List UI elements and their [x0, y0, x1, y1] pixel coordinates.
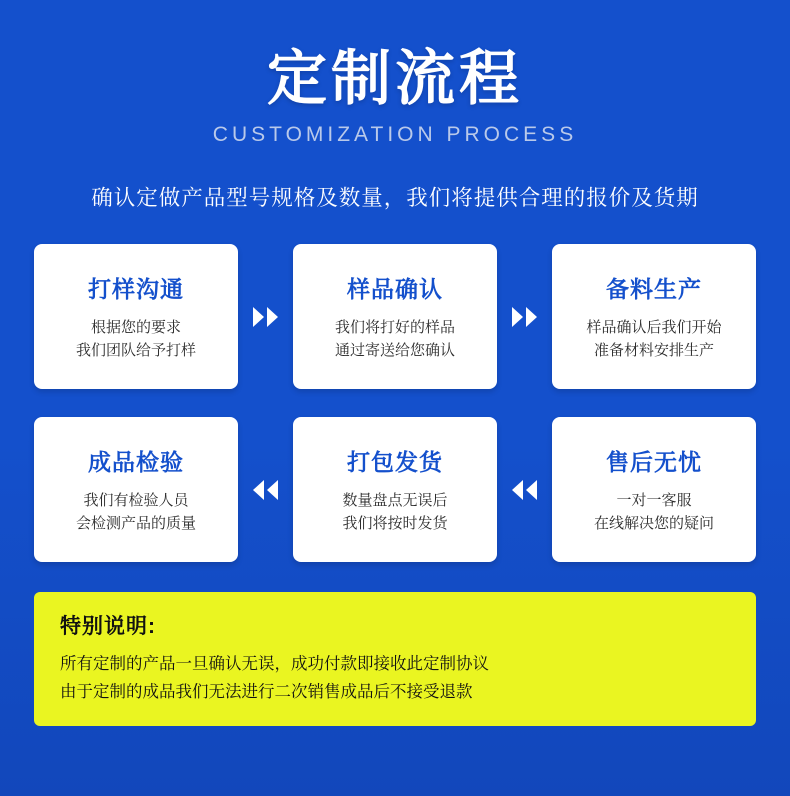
step-title: 售后无忧 — [606, 448, 702, 475]
chevron-left-icon — [253, 480, 264, 500]
process-grid — [34, 244, 756, 562]
process-step-5 — [293, 417, 497, 562]
step-title: 样品确认 — [347, 275, 443, 302]
chevron-right-icon — [526, 307, 537, 327]
chevron-right-icon — [267, 307, 278, 327]
step-line: 一对一客服 — [616, 491, 692, 509]
process-step-4 — [34, 417, 238, 562]
step-title: 备料生产 — [606, 275, 702, 302]
step-line: 根据您的要求 — [90, 318, 181, 336]
note-title: 特别说明: — [60, 615, 156, 638]
arrow-right-icon-1 — [243, 307, 289, 327]
step-line: 数量盘点无误后 — [342, 491, 448, 509]
arrow-right-icon-2 — [502, 307, 548, 327]
step-line: 我们有检验人员 — [83, 491, 189, 509]
process-step-2 — [293, 244, 497, 389]
step-line: 准备材料安排生产 — [593, 342, 714, 359]
chevron-left-icon — [526, 480, 537, 500]
step-title: 打包发货 — [347, 448, 443, 475]
step-line: 通过寄送给您确认 — [334, 342, 455, 359]
process-step-1 — [34, 244, 238, 389]
chevron-left-icon — [267, 480, 278, 500]
step-line: 会检测产品的质量 — [75, 515, 196, 532]
chevron-right-icon — [512, 307, 523, 327]
step-title: 成品检验 — [88, 448, 184, 475]
step-line: 我们将打好的样品 — [334, 318, 455, 336]
note-line: 由于定制的成品我们无法进行二次销售成品后不接受退款 — [60, 683, 473, 702]
step-line: 样品确认后我们开始 — [586, 318, 722, 336]
step-title: 打样沟通 — [88, 275, 184, 302]
chevron-right-icon — [253, 307, 264, 327]
process-step-3 — [552, 244, 756, 389]
chevron-left-icon — [512, 480, 523, 500]
page-header — [0, 0, 790, 147]
step-line: 在线解决您的疑问 — [593, 515, 714, 532]
intro-text: 确认定做产品型号规格及数量，我们将提供合理的报价及货期 — [91, 186, 699, 210]
step-line: 我们将按时发货 — [342, 515, 448, 532]
arrow-left-icon-1 — [243, 480, 289, 500]
note-line: 所有定制的产品一旦确认无误，成功付款即接收此定制协议 — [60, 655, 489, 673]
arrow-left-icon-2 — [502, 480, 548, 500]
special-note-panel — [34, 592, 756, 726]
page-title: 定制流程 — [267, 45, 523, 112]
process-row-1 — [34, 244, 756, 389]
step-line: 我们团队给予打样 — [75, 342, 196, 359]
process-step-6 — [552, 417, 756, 562]
page-subtitle-english: CUSTOMIZATION PROCESS — [212, 123, 578, 146]
process-row-2 — [34, 417, 756, 562]
